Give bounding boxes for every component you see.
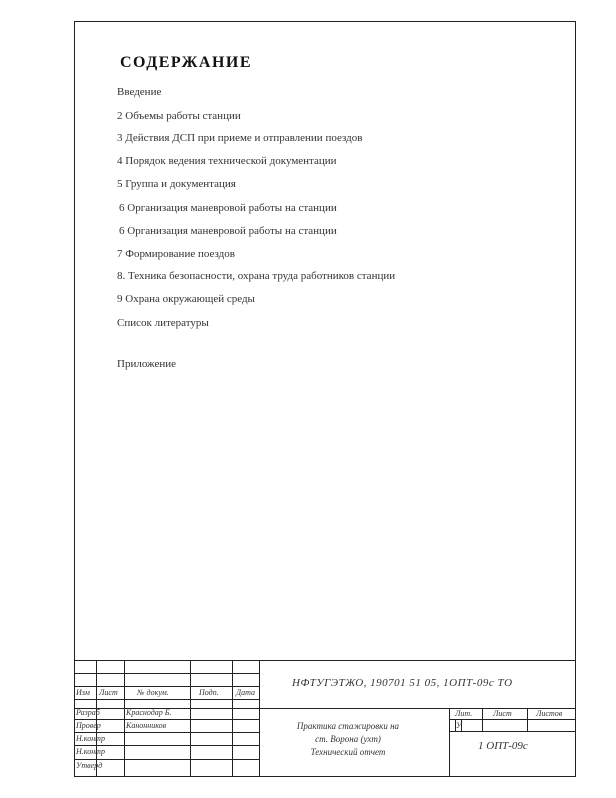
stamp-role: Провер [76,721,101,730]
toc-item: 2 Объемы работы станции [117,110,241,122]
toc-item: 9 Охрана окружающей среды [117,293,255,305]
toc-item: Приложение [117,358,177,370]
sheets-label: Листов [536,709,563,718]
toc-item: 6 Организация маневровой работы на станции [119,202,337,214]
toc-item: Список литературы [117,317,209,329]
document-name-line: Технический отчет [310,747,386,757]
toc-item: Введение [117,86,162,98]
title-block [74,660,576,777]
toc-item: 6 Организация маневровой работы на станции [119,225,337,237]
stamp-person: Канонников [126,721,167,730]
lit-value: У [456,721,462,730]
stamp-header: Изм [76,688,90,697]
stamp-header: Лист [99,688,118,697]
page-title: СОДЕРЖАНИЕ [120,54,253,71]
stamp-line [259,660,260,777]
stamp-role: Н.контр [76,734,105,743]
stamp-header: Дата [236,688,255,697]
stamp-line [74,660,576,661]
stamp-role: Разраб [76,708,100,717]
stamp-line [124,660,125,777]
toc-item: 5 Группа и документация [117,178,236,190]
stamp-line [190,660,191,777]
group-code: 1 ОПТ-09с [478,740,528,752]
toc-item: 7 Формирование поездов [117,248,235,260]
stamp-line [232,660,233,777]
stamp-line [96,660,97,708]
toc-item: 3 Действия ДСП при приеме и отправлении поездов [117,132,363,144]
stamp-role: Н.контр [76,747,105,756]
lit-label: Лит. [455,709,473,718]
toc-item: 4 Порядок ведения технической документации [117,155,337,167]
sheet-label: Лист [493,709,512,718]
stamp-role: Утверд [76,761,103,770]
stamp-person: Краснодар Б. [126,708,172,717]
document-code: НФТУГЭТЖО, 190701 51 05, 1ОПТ-09с ТО [292,677,513,689]
stamp-line [449,731,576,732]
stamp-line [449,719,576,720]
document-name-line: ст. Ворона (ухт) [315,734,381,744]
toc-item: 8. Техника безопасности, охрана труда работников станции [117,270,396,282]
document-name-line: Практика стажировки на [296,721,400,731]
stamp-header: № докум. [137,688,169,697]
stamp-header: Подп. [199,688,219,697]
